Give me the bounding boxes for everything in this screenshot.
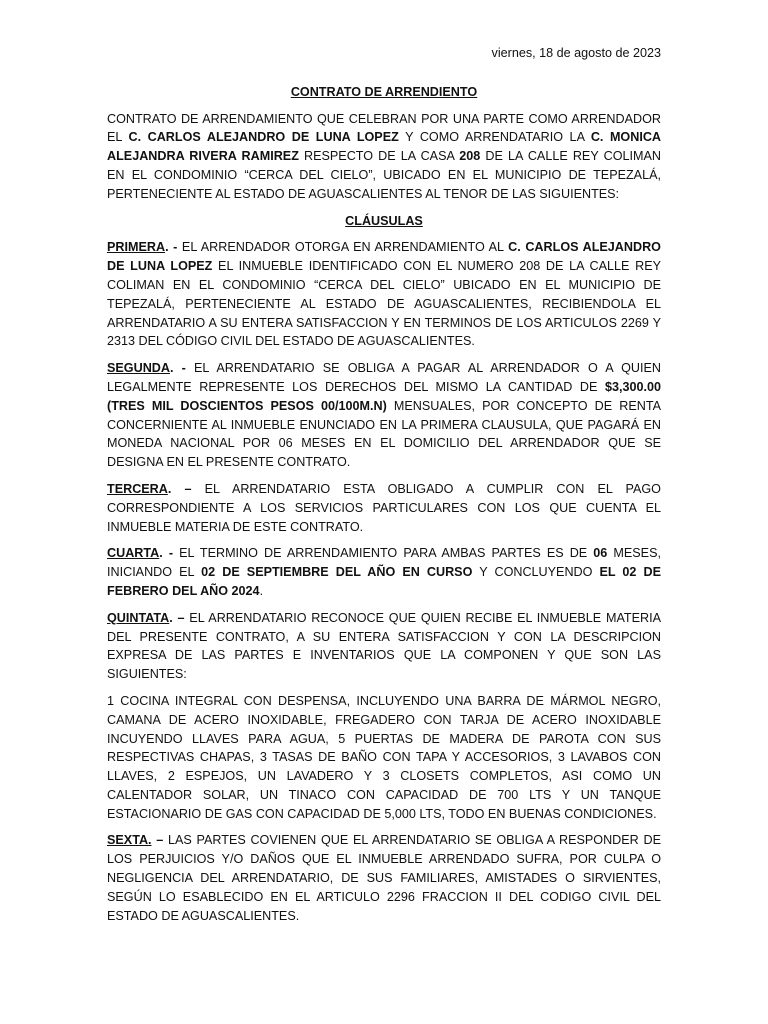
clause-segment: MENSUALES, POR CONCEPTO DE RENTA CONCERNIENTE AL INMUEBLE ENUNCIADO EN LA PRIMERA CLAUSULA, QUE PAGARÁ EN MONEDA NACIONAL POR 06 MESES EN EL DOMICILIO DEL ARRENDADOR QUE SE DESIGNA EN EL PRESENTE CONTRATO. xyxy=(107,398,661,470)
clauses-heading: CLÁUSULAS xyxy=(345,213,423,228)
inventory-paragraph: 1 COCINA INTEGRAL CON DESPENSA, INCLUYENDO UNA BARRA DE MÁRMOL NEGRO, CAMANA DE ACERO INOXIDABLE, FREGADERO CON TARJA DE ACERO INOXIDABLE INCUYENDO LLAVES PARA AGUA, 5 PUERTAS DE MADERA DE PAROTA CON SUS RESPECTIVAS CHAPAS, 3 TASAS DE BAÑO CON TAPA Y ACCESORIOS, 3 LAVABOS CON LLAVES, 2 ESPEJOS, UN LAVADERO Y 3 CLOSETS COMPLETOS, ASI COMO UN CALENTADOR SOLAR, UN TINACO CON CAPACIDAD DE 700 LTS Y UN TANQUE ESTACIONARIO DE GAS CON CAPACIDAD DE 5,000 LTS, TODO EN BUENAS CONDICIONES. xyxy=(107,693,661,821)
intro-segment: CONTRATO DE ARRENDAMIENTO QUE CELEBRAN POR UNA PARTE COMO ARRENDADOR EL xyxy=(107,111,661,145)
clause-segment: EL ARRENDATARIO SE OBLIGA A PAGAR AL ARRENDADOR O A QUIEN LEGALMENTE REPRESENTE LOS DERECHOS DEL MISMO LA CANTIDAD DE xyxy=(107,361,661,394)
clause-separator: . - xyxy=(169,361,194,376)
intro-segment: 208 xyxy=(459,149,481,164)
intro-segment: Y COMO ARRENDATARIO LA xyxy=(398,130,591,145)
intro-segment: C. CARLOS ALEJANDRO DE LUNA LOPEZ xyxy=(128,130,399,145)
clause-separator: . - xyxy=(159,546,180,561)
document-page xyxy=(107,44,661,933)
clause-segment: 06 xyxy=(593,546,608,561)
clause-label: PRIMERA xyxy=(107,240,166,255)
clause-segment: MESES, INICIANDO EL xyxy=(107,546,661,580)
clause-segment: LAS PARTES COVIENEN QUE EL ARRENDATARIO SE OBLIGA A RESPONDER DE LOS PERJUICIOS Y/O DAÑOS QUE EL INMUEBLE ARRENDADO SUFRA, POR CULPA O NEGLIGENCIA DEL ARRENDATARIO, DE SUS FAMILIARES, AMISTADES O SIRVIENTES, SEGÚN LO ESABLECIDO EN EL ARTICULO 2296 FRACCION II DEL CODIGO CIVIL DEL ESTADO DE AGUASCALIENTES. xyxy=(107,833,661,923)
clause-label: SEGUNDA xyxy=(107,361,170,376)
clause-separator: . – xyxy=(167,481,205,496)
clause-primera xyxy=(107,238,661,351)
clause-segment: EL 02 DE FEBRERO DEL AÑO 2024 xyxy=(107,565,662,598)
clause-label: QUINTATA xyxy=(107,610,170,625)
clause-sexta xyxy=(107,831,661,925)
clause-segment: EL INMUEBLE IDENTIFICADO CON EL NUMERO 208 DE LA CALLE REY COLIMAN EN EL CONDOMINIO “CERCA DEL CIELO” UBICADO EN EL MUNICIPIO DE TEPEZALÁ, PERTENECIENTE AL ESTADO DE AGUASCALIENTES, RECIBIENDOLA EL ARRENDATARIO A SU ENTERA SATISFACCION Y EN TERMINOS DE LOS ARTICULOS 2269 Y 2313 DEL CÓDIGO CIVIL DEL ESTADO DE AGUASCALIENTES. xyxy=(107,259,661,349)
clause-separator: . – xyxy=(169,610,190,625)
intro-paragraph xyxy=(107,110,661,204)
clause-label: TERCERA xyxy=(107,481,168,496)
clause-segment: C. CARLOS ALEJANDRO DE LUNA LOPEZ xyxy=(107,240,661,274)
clause-quintata xyxy=(107,609,661,684)
intro-segment: DE LA CALLE REY COLIMAN EN EL CONDOMINIO “CERCA DEL CIELO”, UBICADO EN EL MUNICIPIO DE TEPEZALÁ, PERTENECIENTE AL ESTADO DE AGUASCALIENTES AL TENOR DE LAS SIGUIENTES: xyxy=(107,149,661,201)
intro-segment: C. MONICA ALEJANDRA RIVERA RAMIREZ xyxy=(107,130,662,164)
clause-label: CUARTA xyxy=(107,546,160,561)
clause-segment: EL ARRENDADOR OTORGA EN ARRENDAMIENTO AL xyxy=(181,240,509,255)
clause-segment: . xyxy=(259,583,264,598)
clause-segment: EL TERMINO DE ARRENDAMIENTO PARA AMBAS PARTES ES DE xyxy=(179,546,594,561)
intro-segment: RESPECTO DE LA CASA xyxy=(298,149,460,164)
clause-separator: . - xyxy=(165,240,182,255)
clause-separator: – xyxy=(151,833,168,848)
clause-tercera xyxy=(107,480,661,536)
clause-segment: Y CONCLUYENDO xyxy=(472,565,600,580)
clause-segment: EL ARRENDATARIO RECONOCE QUE QUIEN RECIBE EL INMUEBLE MATERIA DEL PRESENTE CONTRATO, A SU ENTERA SATISFACCION Y CON LA DESCRIPCION EXPRESA DE LAS PARTES E INVENTARIOS QUE LA COMPONEN Y QUE SON LAS SIGUIENTES: xyxy=(107,610,661,682)
clause-label: SEXTA. xyxy=(107,833,152,848)
clause-segment: EL ARRENDATARIO ESTA OBLIGADO A CUMPLIR CON EL PAGO CORRESPONDIENTE A LOS SERVICIOS PARTICULARES CON LOS QUE CUENTA EL INMUEBLE MATERIA DE ESTE CONTRATO. xyxy=(107,481,661,534)
clause-segunda xyxy=(107,359,661,472)
clause-segment: $3,300.00 (TRES MIL DOSCIENTOS PESOS 00/100M.N) xyxy=(107,379,661,413)
clause-segment: 02 DE SEPTIEMBRE DEL AÑO EN CURSO xyxy=(201,565,473,580)
document-date: viernes, 18 de agosto de 2023 xyxy=(491,46,661,60)
document-title: CONTRATO DE ARRENDIENTO xyxy=(290,84,478,99)
clause-cuarta xyxy=(107,544,661,600)
